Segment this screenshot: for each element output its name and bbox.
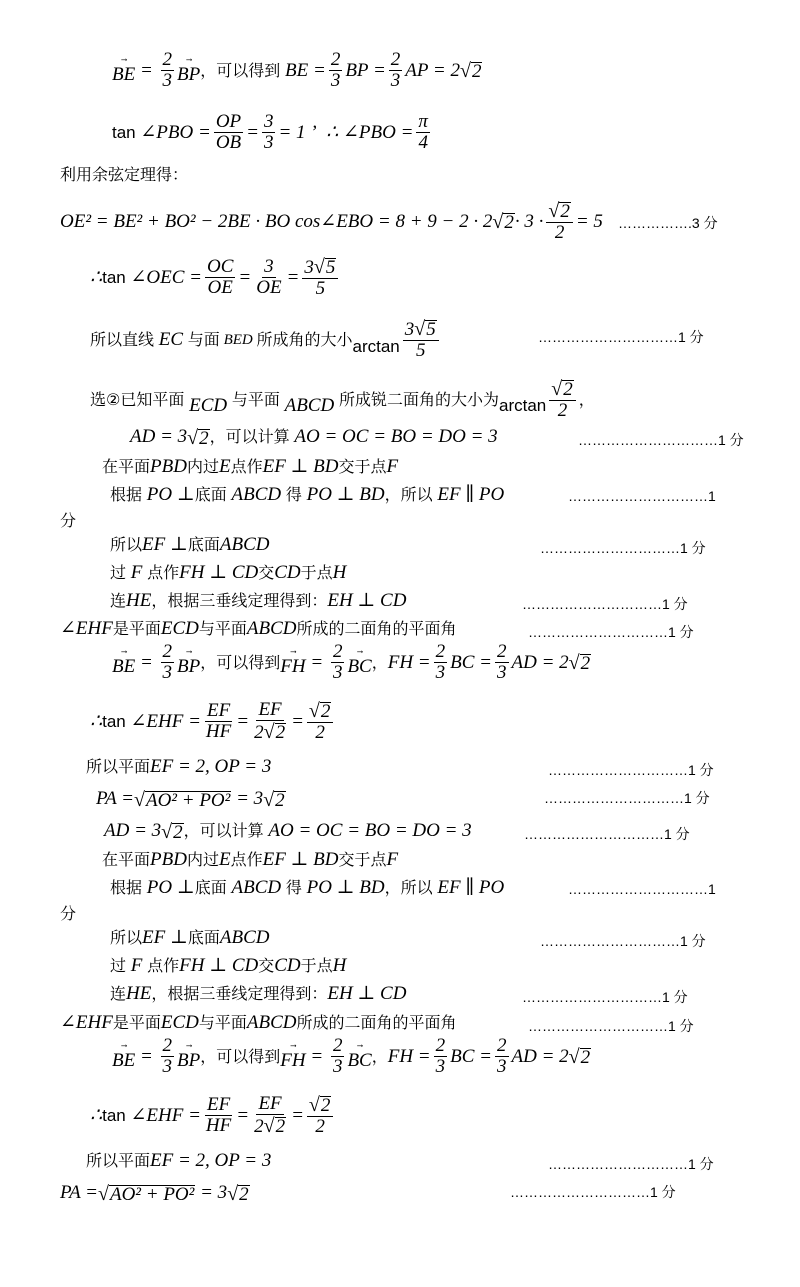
text-fen-b: 分 [60,904,77,923]
line-ef2-a: 所以平面 EF = 2, OP = 3 [86,756,272,777]
line-tan-ehf-b: ∴ tan ∠EHF = $\frac{EF}{HF}$ = EF 2 √ 2 = √ 2 2 [90,1094,336,1137]
line-ad-b: AD = 3 √ 2 ，可以计算 AO = OC = BO = DO = 3 [104,820,472,843]
score-1-k: …………………………1 分 [540,933,706,949]
score-1-d: …………………………1 分 [540,540,706,556]
line-fh-bc-b: ⟶ BE = $\frac{2}{3}$ ⟶ BP ，可以得到 ⟶ FH = $\frac{2}{3}$ ⟶ BC ， FH = $\frac{2}{3}$ BC = $\frac{2}{3}$ AD = 2 √ 2 [112,1035,591,1077]
score-1-i: …………………………1 分 [524,826,690,842]
line-oe-squared: OE² = BE² + BO² − 2BE · BO cos∠EBO = 8 + 9 − 2 · 2 √ 2 · 3 · √ 2 2 = 5 [60,200,603,243]
line-plane-pbd-a: 在平面 PBD 内过 E 点作 EF ⊥ BD 交于点 F [102,456,399,477]
line-choice-2: 选②已知平面 ECD 与平面 ABCD 所成锐二面角的大小为 arctan √ 2 2 ， [90,378,595,421]
text-can-get: ，可以得到 [200,60,281,80]
line-fh-a: 过 F 点作 FH ⊥ CD 交 CD 于点 H [110,562,347,583]
line-fh-b: 过 F 点作 FH ⊥ CD 交 CD 于点 H [110,955,347,976]
line-be-bp: ⟶ BE = $\frac{2}{3}$ ⟶ BP ，可以得到 BE = $\frac{2}{3}$ BP = $\frac{2}{3}$ AP = 2 √ 2 [112,49,482,91]
line-ehf-a: ∠EHF 是平面 ECD 与平面 ABCD 所成的二面角的平面角 [60,618,457,639]
score-1-j: …………………………1 [568,881,716,897]
score-1-f: …………………………1 分 [528,624,694,640]
line-he-b: 连 HE ，根据三垂线定理得到： EH ⊥ CD [110,983,407,1004]
score-3: …………….3 分 [618,215,718,231]
score-1-g: …………………………1 分 [548,762,714,778]
line-po-a: 根据 PO ⊥ 底面 ABCD 得 PO ⊥ BD ，所以 EF ∥ PO [110,484,505,505]
line-fh-bc-a: ⟶ BE = $\frac{2}{3}$ ⟶ BP ，可以得到 ⟶ FH = $\frac{2}{3}$ ⟶ BC ， FH = $\frac{2}{3}$ BC = $\frac{2}{3}$ AD = 2 √ 2 [112,641,591,683]
line-ec-angle: 所以直线 EC 与面 BED 所成角的大小 arctan 3 √ 5 5 [90,318,442,361]
score-1-h: …………………………1 分 [544,790,710,806]
line-ef2-b: 所以平面 EF = 2, OP = 3 [86,1150,272,1171]
line-pa-b: PA = √ AO² + PO² = 3 √ 2 [60,1182,249,1205]
line-ehf-b: ∠EHF 是平面 ECD 与平面 ABCD 所成的二面角的平面角 [60,1012,457,1033]
line-he-a: 连 HE ，根据三垂线定理得到： EH ⊥ CD [110,590,407,611]
score-1-e: …………………………1 分 [522,596,688,612]
line-ef-perp-a: 所以 EF ⊥ 底面 ABCD [110,534,270,555]
line-tan-pbo: tan ∠PBO = $\frac{OP}{OB}$ = $\frac{3}{3}$ = 1 ’ ∴ ∠PBO = $\frac{\pi}{4}$ [112,111,428,153]
text-fen-a: 分 [60,511,77,530]
line-pa-a: PA = √ AO² + PO² = 3 √ 2 [96,788,285,811]
score-1-o: …………………………1 分 [510,1184,676,1200]
line-po-b: 根据 PO ⊥ 底面 ABCD 得 PO ⊥ BD ，所以 EF ∥ PO [110,877,505,898]
line-tan-oec: ∴ tan ∠OEC = $\frac{OC}{OE}$ = $\frac{3}{OE}$ = 3 √ 5 5 [90,256,341,299]
line-ad-a: AD = 3 √ 2 ，可以计算 AO = OC = BO = DO = 3 [130,426,498,449]
score-1-b: …………………………1 分 [578,432,744,448]
line-plane-pbd-b: 在平面 PBD 内过 E 点作 EF ⊥ BD 交于点 F [102,849,399,870]
line-ef-perp-b: 所以 EF ⊥ 底面 ABCD [110,927,270,948]
line-cosine-law: 利用余弦定理得： [60,165,189,184]
score-1-a: …………………………1 分 [538,329,704,345]
score-1-m: …………………………1 分 [528,1018,694,1034]
score-1-c: …………………………1 [568,488,716,504]
score-1-n: …………………………1 分 [548,1156,714,1172]
score-1-l: …………………………1 分 [522,989,688,1005]
line-tan-ehf-a: ∴ tan ∠EHF = $\frac{EF}{HF}$ = EF 2 √ 2 = √ 2 2 [90,700,336,743]
